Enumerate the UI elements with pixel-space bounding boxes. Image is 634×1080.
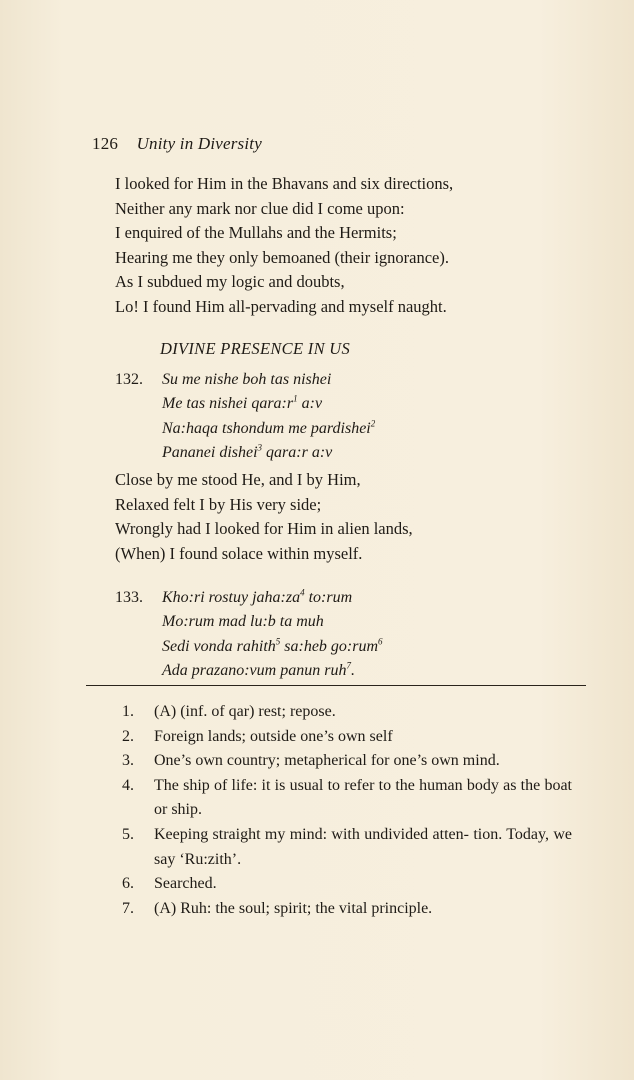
kashmiri-line: Ada prazano:vum panun ruh$^7$. [162, 660, 355, 679]
running-title: Unity in Diversity [136, 134, 262, 153]
section-heading: DIVINE PRESENCE IN US [160, 339, 351, 358]
footnote-divider [86, 685, 586, 686]
stanza-2 [115, 468, 585, 566]
footnote: 5. Keeping straight my mind: with undivided atten- tion. Today, we say ‘Ru:zith’. [122, 825, 572, 868]
footnotes [122, 700, 572, 921]
verse-line: Neither any mark nor clue did I come upon: [115, 198, 405, 218]
footnote: 1. (A) (inf. of qar) rest; repose. [122, 703, 336, 720]
footnote: 2. Foreign lands; outside one’s own self [122, 727, 393, 745]
verse-line: I enquired of the Mullahs and the Hermits; [115, 223, 397, 242]
running-header [92, 134, 262, 154]
footnote: 7. (A) Ruh: the soul; spirit; the vital principle. [122, 899, 433, 917]
kashmiri-line: Mo:rum mad lu:b ta muh [162, 613, 324, 631]
page-number: 126 [92, 134, 119, 153]
footnote-ref: 4 [300, 587, 305, 598]
verse-line: (When) I found solace within myself. [115, 543, 363, 563]
verse-number: 133. [115, 589, 143, 606]
verse-number: 132. [115, 371, 143, 388]
kashmiri-line: Su me nishe boh tas nishei [162, 371, 332, 388]
kashmiri-line: Sedi vonda rahith$^5$ sa:heb go:rum$^6$ [162, 636, 383, 655]
verse-line: Relaxed felt I by His very side; [115, 494, 322, 514]
footnote-ref: 7 [346, 660, 351, 671]
kashmiri-line: Kho:ri rostuy $jaha:za^4$ to:rum [162, 587, 353, 606]
footnote-ref: 3 [257, 442, 263, 453]
verse-132 [115, 368, 585, 465]
footnote: 4. The ship of life: it is usual to refer to the human body as the boat or ship. [122, 776, 572, 819]
verse-line: Close by me stood He, and I by Him, [115, 470, 361, 489]
footnote-ref: 1 [293, 393, 298, 404]
kashmiri-line: Pananei dishei$^3$ qara:r a:v [162, 442, 333, 461]
verse-line: I looked for Him in the Bhavans and six directions, [115, 174, 454, 193]
verse-133 [115, 586, 585, 683]
verse-line: Lo! I found Him all-pervading and myself naught. [115, 296, 447, 316]
verse-line: As I subdued my logic and doubts, [115, 272, 345, 291]
footnote-ref: 6 [378, 636, 383, 647]
footnote: 6. Searched. [122, 875, 217, 893]
kashmiri-line: Me tas nishei $qara:r^1$ a:v [162, 393, 323, 413]
stanza-1 [115, 172, 585, 319]
verse-line: Wrongly had I looked for Him in alien lands, [115, 519, 413, 538]
footnote: 3. One’s own country; metapherical for one’s own mind. [122, 752, 500, 770]
footnote-ref: 5 [275, 636, 281, 647]
footnote-ref: 2 [370, 418, 376, 429]
kashmiri-line: Na:haqa tshondum me pardishei$^2$ [162, 418, 376, 437]
verse-line: Hearing me they only bemoaned (their ignorance). [115, 247, 449, 267]
